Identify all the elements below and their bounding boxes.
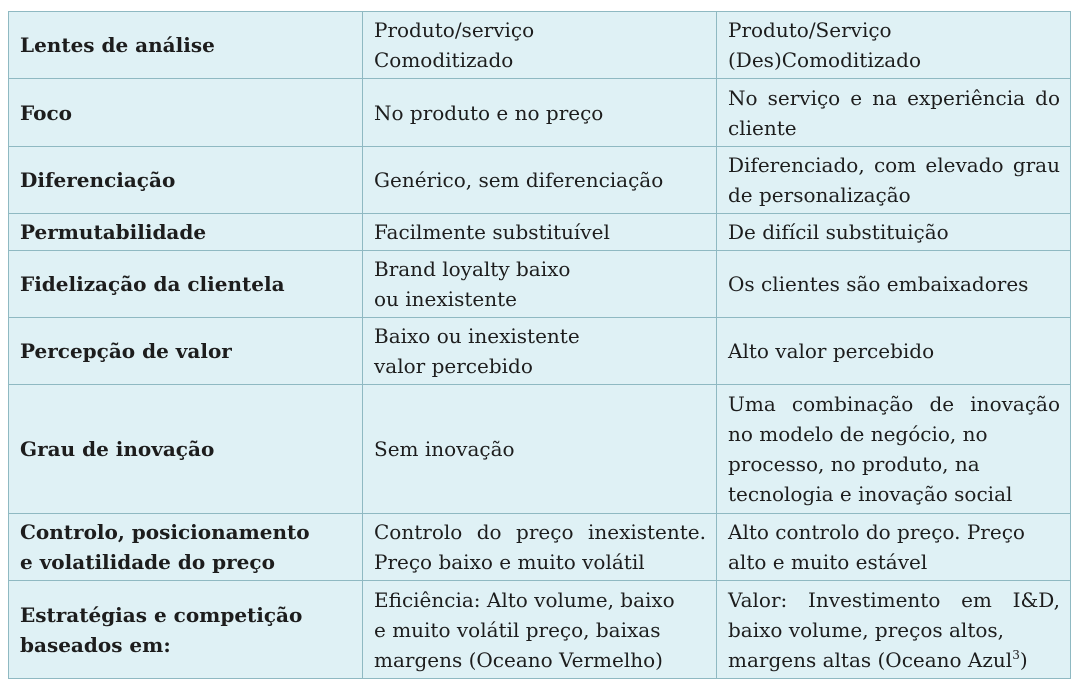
decommoditized-text: no modelo de negócio, no (728, 422, 988, 446)
decommoditized-text: Diferenciado, com elevado grau (728, 153, 1060, 177)
lens-label: Percepção de valor (20, 339, 232, 363)
decommoditized-text: tecnologia e inovação social (728, 482, 1013, 506)
decommoditized-text: De difícil substituição (728, 220, 949, 244)
lens-cell (9, 214, 363, 251)
table-row-percepcao (9, 318, 1071, 385)
lens-label: e volatilidade do preço (20, 550, 275, 574)
decommoditized-text: processo, no produto, na (728, 452, 980, 476)
lens-label: Permutabilidade (20, 220, 207, 244)
table-row-fidelizacao (9, 251, 1071, 318)
commoditized-cell (363, 147, 717, 214)
header-lens-cell (9, 12, 363, 79)
decommoditized-cell (717, 251, 1071, 318)
footnote-marker: 3 (1012, 647, 1020, 662)
decommoditized-text-with-note (728, 645, 1060, 675)
table-row-inovacao (9, 385, 1071, 514)
lens-cell (9, 251, 363, 318)
decommoditized-text: Valor: Investimento em I&D, (728, 587, 1060, 612)
commoditized-cell (363, 251, 717, 318)
lens-label: baseados em: (20, 632, 171, 657)
commoditized-text: No produto e no preço (374, 100, 604, 125)
lens-label: Fidelização da clientela (20, 272, 285, 296)
commoditized-cell (363, 514, 717, 581)
header-commoditized-cell (363, 12, 717, 79)
decommoditized-text: Alto controlo do preço. Preço (728, 520, 1025, 544)
decommoditized-text: Os clientes são embaixadores (728, 272, 1029, 296)
commoditized-cell (363, 214, 717, 251)
decommoditized-cell (717, 214, 1071, 251)
comparison-table (8, 11, 1071, 679)
table-row-controlo (9, 514, 1071, 581)
lens-label: Foco (20, 100, 72, 125)
commoditized-text: Eficiência: Alto volume, baixo (374, 587, 675, 612)
header-commoditized-line: Produto/serviço (374, 18, 535, 42)
commoditized-text: Preço baixo e muito volátil (374, 550, 645, 574)
lens-cell (9, 318, 363, 385)
commoditized-cell (363, 581, 717, 679)
commoditized-text: Baixo ou inexistente (374, 324, 580, 348)
commoditized-text: margens (Oceano Vermelho) (374, 647, 663, 672)
decommoditized-cell (717, 147, 1071, 214)
commoditized-text: valor percebido (374, 354, 533, 378)
commoditized-text: Sem inovação (374, 437, 515, 461)
decommoditized-text: Alto valor percebido (728, 339, 935, 363)
decommoditized-text: de personalização (728, 183, 911, 207)
decommoditized-text: No serviço e na experiência do (728, 85, 1060, 110)
commoditized-text: Brand loyalty baixo (374, 257, 571, 281)
table-row-permutabilidade (9, 214, 1071, 251)
lens-label: Grau de inovação (20, 437, 215, 461)
header-row (9, 12, 1071, 79)
header-decommoditized-line: Produto/Serviço (728, 18, 892, 42)
lens-label: Diferenciação (20, 168, 176, 192)
decommoditized-text: Uma combinação de inovação (728, 392, 1060, 416)
commoditized-text: e muito volátil preço, baixas (374, 617, 661, 642)
header-decommoditized-line: (Des)Comoditizado (728, 48, 922, 72)
commoditized-cell (363, 79, 717, 147)
commoditized-text: ou inexistente (374, 287, 517, 311)
header-lens-label: Lentes de análise (20, 33, 215, 57)
commoditized-cell (363, 318, 717, 385)
table-row-diferenciacao (9, 147, 1071, 214)
lens-cell (9, 581, 363, 679)
commoditized-text: Facilmente substituível (374, 220, 610, 244)
commoditized-cell (363, 385, 717, 514)
decommoditized-cell (717, 514, 1071, 581)
decommoditized-text: alto e muito estável (728, 550, 928, 574)
decommoditized-cell (717, 385, 1071, 514)
closing-parenthesis: ) (1019, 647, 1028, 672)
lens-cell (9, 79, 363, 147)
decommoditized-text: baixo volume, preços altos, (728, 617, 1005, 642)
lens-label: Estratégias e competição (20, 602, 303, 627)
table-row-foco (9, 79, 1071, 147)
decommoditized-cell (717, 318, 1071, 385)
decommoditized-text: cliente (728, 115, 797, 140)
decommoditized-cell (717, 581, 1071, 679)
commoditized-text: Controlo do preço inexistente. (374, 520, 706, 544)
table-row-estrategias (9, 581, 1071, 679)
lens-label: Controlo, posicionamento (20, 520, 310, 544)
decommoditized-text: margens altas (Oceano Azul (728, 647, 1013, 672)
decommoditized-cell (717, 79, 1071, 147)
lens-cell (9, 514, 363, 581)
commoditized-text: Genérico, sem diferenciação (374, 168, 664, 192)
lens-cell (9, 147, 363, 214)
header-decommoditized-cell (717, 12, 1071, 79)
header-commoditized-line: Comoditizado (374, 48, 514, 72)
lens-cell (9, 385, 363, 514)
